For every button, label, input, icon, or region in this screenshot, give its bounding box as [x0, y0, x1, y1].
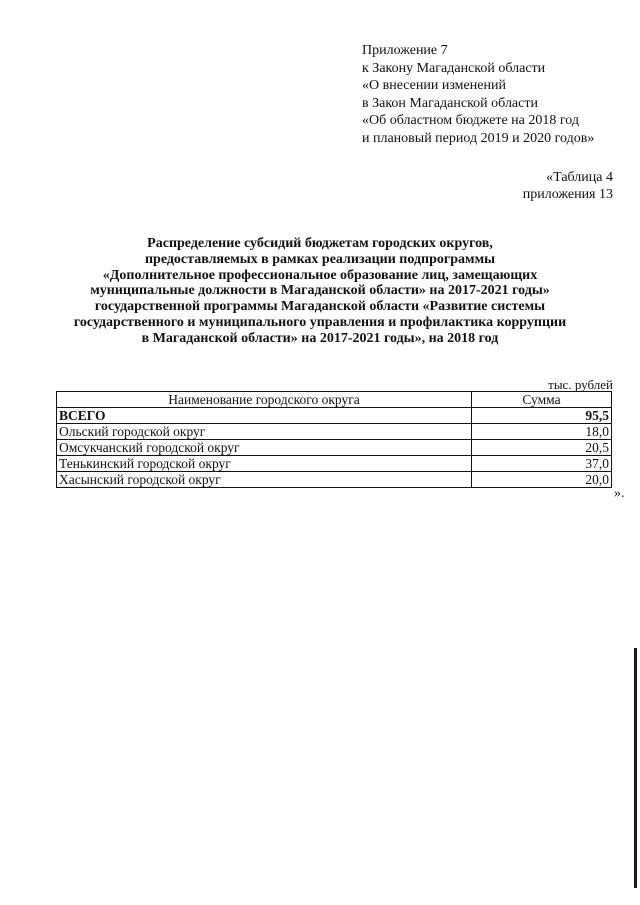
table-row [57, 456, 612, 472]
appendix-reference [362, 42, 594, 147]
appendix-line: и плановый период 2019 и 2020 годов» [362, 130, 595, 146]
appendix-line: «О внесении изменений [362, 78, 506, 93]
appendix-line: «Об областном бюджете на 2018 год [362, 113, 579, 128]
title-line: государственного и муниципального управления и профилактика коррупции [73, 314, 567, 330]
title-line: в Магаданской области» на 2017-2021 годы», на 2018 год [141, 330, 499, 346]
subsidy-table [56, 391, 612, 488]
column-header-sum: Сумма [472, 392, 612, 408]
table-row [57, 440, 612, 456]
district-name: Ольский городской округ [57, 424, 472, 440]
district-sum: 37,0 [472, 456, 612, 472]
units-label: тыс. рублей [548, 377, 613, 392]
title-line: предоставляемых в рамках реализации подпрограммы [144, 251, 496, 267]
district-sum: 18,0 [472, 424, 612, 440]
district-sum: 20,0 [472, 472, 612, 488]
title-line: муниципальные должности в Магаданской области» на 2017-2021 годы» [90, 283, 550, 299]
table-reference-line: приложения 13 [522, 187, 613, 202]
appendix-line: Приложение 7 [362, 43, 448, 58]
scan-edge-mark [634, 648, 637, 888]
title-line: государственной программы Магаданской области «Развитие системы [94, 299, 546, 315]
column-header-name: Наименование городского округа [57, 392, 472, 408]
table-reference [523, 169, 613, 203]
table-row [57, 472, 612, 488]
table-total-row [57, 408, 612, 424]
total-label: ВСЕГО [57, 408, 472, 424]
district-name: Хасынский городской округ [57, 472, 472, 488]
document-title [40, 236, 600, 347]
district-sum: 20,5 [472, 440, 612, 456]
appendix-line: к Закону Магаданской области [362, 60, 546, 76]
title-line: «Дополнительное профессиональное образование лиц, замещающих [102, 267, 538, 283]
table-header-row [57, 392, 612, 408]
total-sum: 95,5 [472, 408, 612, 424]
closing-quote-mark: ». [614, 486, 625, 501]
table-reference-line: «Таблица 4 [546, 170, 613, 185]
appendix-line: в Закон Магаданской области [362, 95, 538, 111]
district-name: Омсукчанский городской округ [57, 440, 472, 456]
title-line: Распределение субсидий бюджетам городских округов, [147, 236, 493, 251]
district-name: Тенькинский городской округ [57, 456, 472, 472]
table-row [57, 424, 612, 440]
